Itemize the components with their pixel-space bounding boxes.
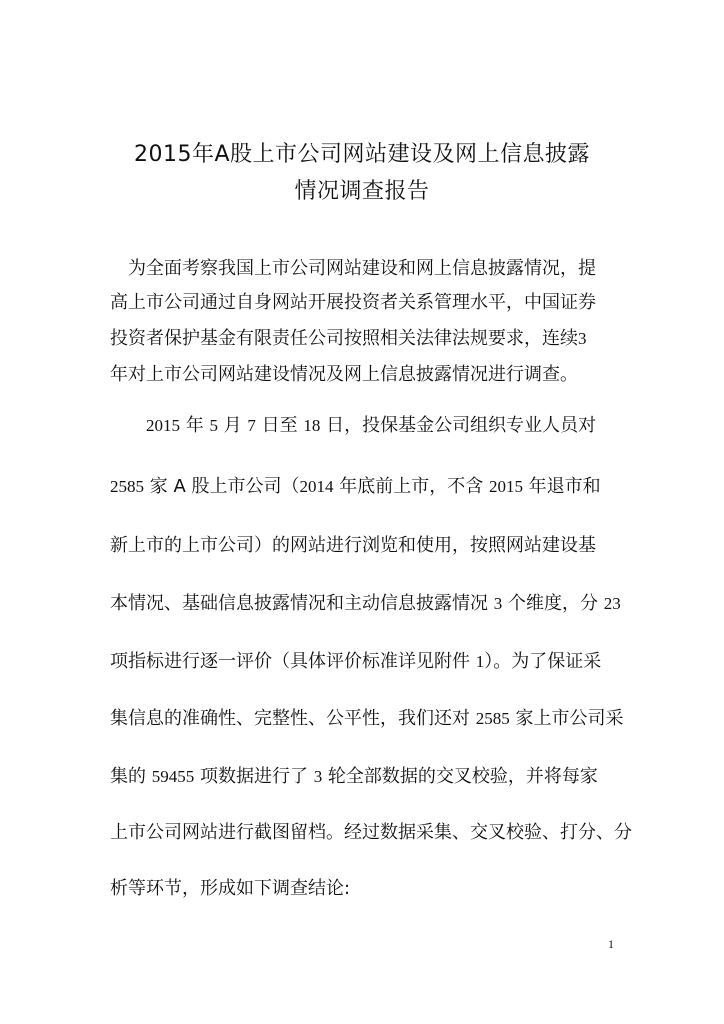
page-number: 1 — [608, 937, 614, 951]
text-segment: 项指标进行逐一评价（具体评价标准详见附件 — [110, 651, 476, 672]
text-segment: 家 A 股上市公司（ — [144, 476, 300, 497]
paragraph-2-line-9: 析等环节，形成如下调查结论: — [110, 878, 351, 899]
day-number: 7 — [247, 416, 256, 435]
text-segment: 年底前上市，不含 — [333, 476, 489, 497]
paragraph-1-line-3-text: 投资者保护基金有限责任公司按照相关法律法规要求，连续 — [110, 328, 578, 349]
paragraph-1-line-4: 年对上市公司网站建设情况及网上信息披露情况进行调查。 — [110, 364, 578, 385]
attachment-number: 1 — [475, 652, 485, 671]
paragraph-1-line-2: 高上市公司通过自身网站开展投资者关系管理水平，中国证券 — [110, 292, 596, 313]
round-count: 3 — [313, 767, 323, 786]
report-title-line-1: 2015年A股上市公司网站建设及网上信息披露 — [133, 142, 591, 167]
text-segment: 轮全部数据的交叉校验，并将每家 — [322, 766, 598, 787]
paragraph-2-line-7 — [110, 764, 598, 790]
paragraph-2-line-3: 新上市的上市公司）的网站进行浏览和使用，按照网站建设基 — [110, 535, 596, 556]
text-segment: 月 — [217, 415, 248, 436]
text-segment: 日，投保基金公司组织专业人员对 — [320, 415, 597, 436]
company-count: 2585 — [110, 477, 144, 496]
year-number: 2015 — [488, 477, 523, 496]
paragraph-2-line-6 — [110, 706, 623, 732]
text-segment: 集的 — [110, 766, 152, 787]
month-number: 5 — [209, 416, 218, 435]
text-segment: 本情况、基础信息披露情况和主动信息披露情况 — [110, 593, 494, 614]
paragraph-2-line-4 — [110, 591, 621, 617]
paragraph-2-line-5 — [110, 649, 601, 675]
text-segment: 家上市公司采 — [509, 708, 624, 729]
text-segment: 年 — [180, 415, 210, 436]
text-segment: 集信息的准确性、完整性、公平性，我们还对 — [110, 708, 476, 729]
year-number: 2014 — [299, 477, 334, 496]
dimension-count: 3 — [493, 594, 503, 613]
text-segment: 年退市和 — [522, 476, 601, 497]
company-count: 2585 — [475, 709, 510, 728]
paragraph-1-number: 3 — [578, 329, 587, 348]
paragraph-1-line-1: 为全面考察我国上市公司网站建设和网上信息披露情况，提 — [128, 258, 596, 279]
paragraph-1-line-3 — [110, 326, 587, 352]
text-segment: 个维度，分 — [502, 593, 604, 614]
text-segment: ）。为了保证采 — [484, 651, 602, 672]
paragraph-2-line-8: 上市公司网站进行截图留档。经过数据采集、交叉校验、打分、分 — [110, 822, 632, 843]
indicator-count: 23 — [603, 594, 621, 613]
year-number: 2015 — [146, 416, 180, 435]
report-title-line-2: 情况调查报告 — [294, 179, 430, 204]
paragraph-2-line-2 — [110, 474, 601, 500]
text-segment: 项数据进行了 — [194, 766, 314, 787]
data-count: 59455 — [151, 767, 195, 786]
day-number: 18 — [303, 416, 321, 435]
text-segment: 日至 — [255, 415, 304, 436]
paragraph-2-line-1 — [146, 413, 596, 439]
